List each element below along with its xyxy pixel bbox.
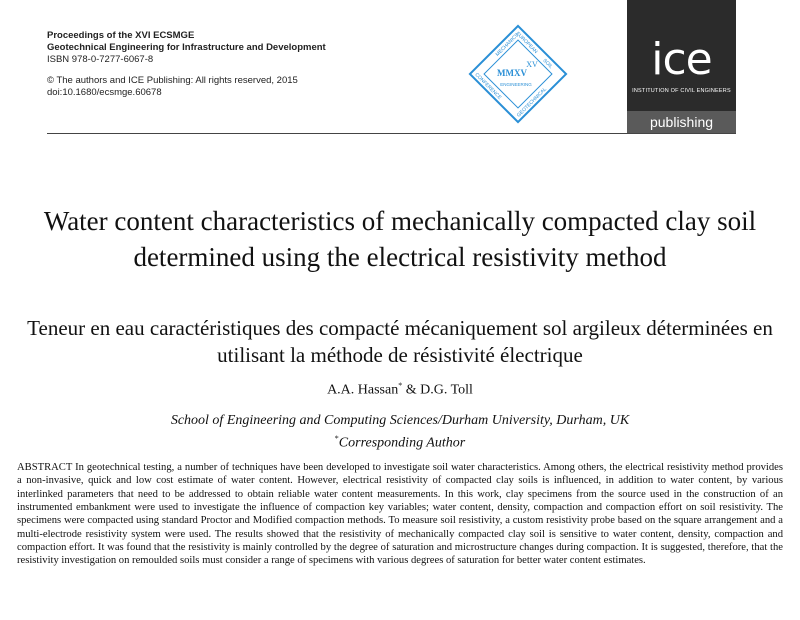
- author-separator: &: [402, 382, 421, 398]
- logo-text-engineering: ENGINEERING: [500, 82, 532, 87]
- ice-publishing-bar: publishing: [627, 111, 736, 133]
- logo-text-mechanics: MECHANICS: [494, 32, 521, 58]
- authors: [0, 381, 800, 399]
- logo-text-conference: CONFERENCE: [473, 71, 503, 101]
- logo-text-geotechnical: GEOTECHNICAL: [515, 86, 549, 119]
- corresponding-note-text: Corresponding Author: [338, 435, 466, 451]
- doi: doi:10.1680/ecsmge.60678: [47, 87, 162, 98]
- logo-text-roman-xv: XV: [526, 60, 538, 69]
- paper-title-french: Teneur en eau caractéristiques des compacté mécaniquement sol argileux déterminées en utilisant la méthode de résistivité électrique: [27, 316, 773, 367]
- logo-text-european: EUROPEAN: [514, 30, 539, 55]
- isbn: ISBN 978-0-7277-6067-8: [47, 54, 154, 65]
- copyright: © The authors and ICE Publishing: All rights reserved, 2015: [47, 75, 298, 86]
- header-divider: [47, 133, 736, 134]
- author-1: A.A. Hassan: [327, 382, 399, 398]
- corresponding-note-mark: *: [334, 434, 339, 443]
- author-2: D.G. Toll: [420, 382, 473, 398]
- conference-logo: [460, 22, 576, 126]
- ice-logo-subtitle: INSTITUTION OF CIVIL ENGINEERS: [632, 88, 731, 94]
- affiliation-block: [0, 412, 800, 453]
- corresponding-author-note: [0, 430, 800, 453]
- proceedings-title: Proceedings of the XVI ECSMGE: [47, 30, 195, 41]
- affiliation: School of Engineering and Computing Sciences/Durham University, Durham, UK: [170, 413, 630, 428]
- paper-title-english: Water content characteristics of mechanically compacted clay soil determined using the electrical resistivity method: [43, 206, 757, 272]
- proceedings-header: [47, 30, 326, 99]
- logo-text-soil: SOIL: [541, 57, 554, 71]
- ice-logo-word: ice: [651, 34, 712, 85]
- ice-publishing-logo: [627, 0, 736, 133]
- abstract: ABSTRACT In geotechnical testing, a number of techniques have been developed to investigate soil water characteristics. Among others, the electrical resistivity method provides a non-invasive, quick and low cost estimate of water content. However, electrical resistivity of compacted clay soils is influenced, in addition to water content, by various interlinked parameters that need to be addressed to obtain reliable water content measurements. In this work, clay specimens from the source used in the construction of an instrumented embankment were used to investigate the influence of compaction key variables; water content, density, compaction and compaction effort on soil resistivity. The specimens were compacted using standard Proctor and Modified compaction methods. To measure soil resistivity, a custom resistivity probe based on the square arrangement and a multi-electrode resistivity system were used. The results showed that the resistivity of mechanically compacted clay soil is sensitive to water content, density, compaction and compaction effort. It was found that the resistivity is mainly controlled by the degree of saturation and microstructure changes during compaction. It is suggested, therefore, that the resistivity investigation on remoulded soils must consider a range of specimens with various degrees of saturation for better water content estimates.: [17, 462, 783, 567]
- logo-text-roman: MMXV: [497, 68, 527, 78]
- corresponding-mark: *: [398, 381, 403, 390]
- proceedings-subtitle: Geotechnical Engineering for Infrastructure and Development: [47, 42, 326, 53]
